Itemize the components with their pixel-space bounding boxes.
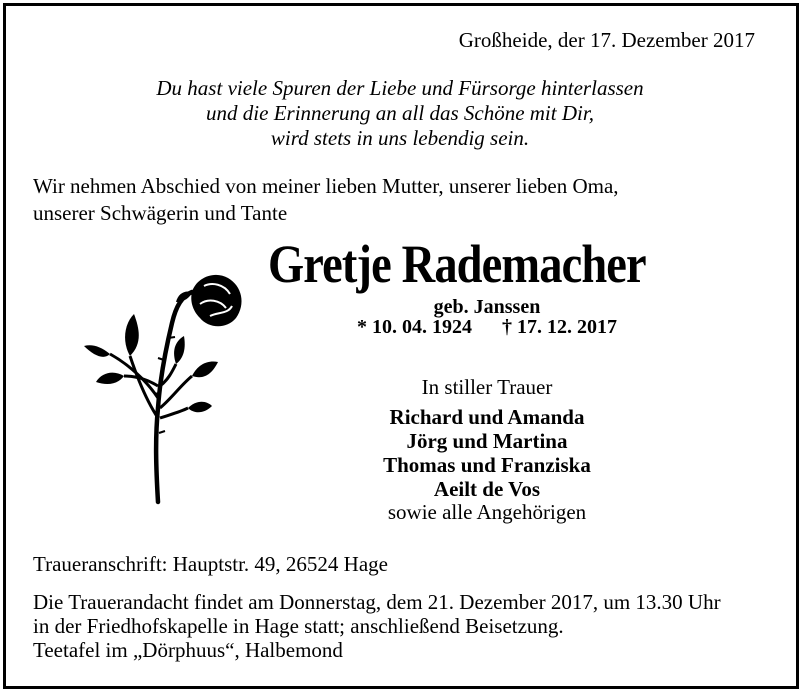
poem	[0, 76, 800, 151]
mourner-list	[250, 405, 724, 501]
rose-icon	[80, 268, 250, 508]
intro-text	[33, 173, 619, 227]
relatives-line: sowie alle Angehörigen	[387, 500, 587, 524]
intro-line: unserer Schwägerin und Tante	[33, 201, 288, 225]
maiden-name: geb. Janssen	[433, 296, 541, 318]
service-info	[33, 590, 721, 662]
mourner-name: Jörg und Martina	[406, 429, 568, 453]
birth-date: * 10. 04. 1924	[357, 316, 472, 338]
service-line: in der Friedhofskapelle in Hage statt; anschließend Beisetzung.	[33, 614, 564, 638]
life-dates	[250, 316, 724, 339]
service-line: Teetafel im „Dörphuus“, Halbemond	[33, 638, 343, 662]
mourning-intro: In stiller Trauer	[421, 375, 553, 399]
mourner-name: Aeilt de Vos	[433, 477, 541, 501]
service-line: Die Trauerandacht findet am Donnerstag, dem 21. Dezember 2017, um 13.30 Uhr	[33, 590, 721, 614]
poem-line: wird stets in uns lebendig sein.	[270, 126, 530, 150]
poem-line: Du hast viele Spuren der Liebe und Fürsorge hinterlassen	[156, 76, 644, 100]
poem-line: und die Erinnerung an all das Schöne mit Dir,	[206, 101, 594, 125]
place-date: Großheide, der 17. Dezember 2017	[458, 28, 755, 52]
intro-line: Wir nehmen Abschied von meiner lieben Mutter, unserer lieben Oma,	[33, 174, 619, 198]
mourner-name: Richard und Amanda	[389, 405, 585, 429]
deceased-name: Gretje Rademacher	[268, 234, 646, 294]
mourner-name: Thomas und Franziska	[383, 453, 591, 477]
mourning-address: Traueranschrift: Hauptstr. 49, 26524 Hage	[33, 552, 388, 576]
death-date: † 17. 12. 2017	[502, 316, 617, 338]
